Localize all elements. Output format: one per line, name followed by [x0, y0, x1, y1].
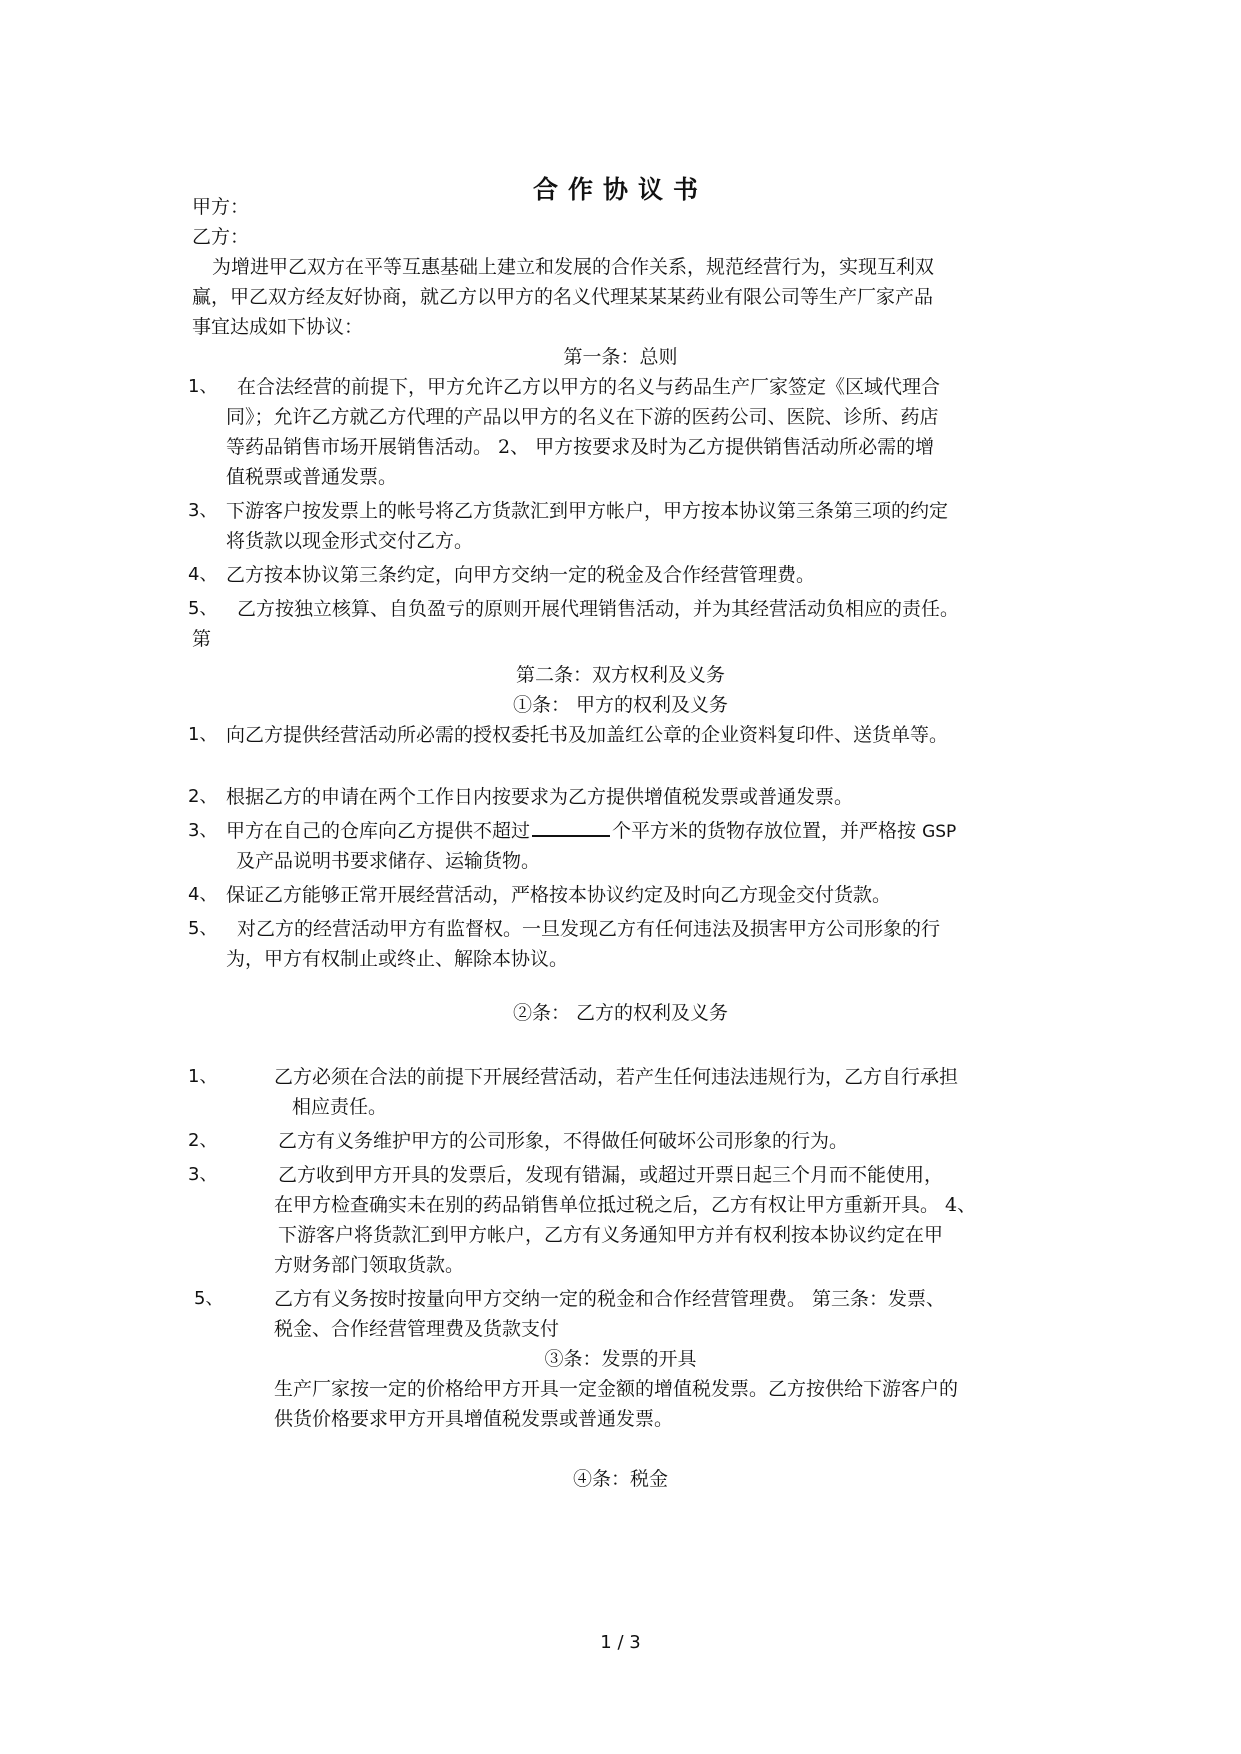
- gsp-text: GSP: [922, 822, 957, 842]
- item-number: 3、: [188, 1164, 218, 1185]
- item-number: 1、: [188, 376, 218, 397]
- intro-line: 事宜达成如下协议：: [192, 316, 364, 338]
- page-number: 1 / 3: [600, 1632, 641, 1653]
- item-number: 5、: [188, 918, 218, 939]
- article-heading: 第一条：总则: [563, 346, 678, 368]
- item-line: 乙方有义务维护甲方的公司形象，不得做任何破坏公司形象的行为。: [278, 1130, 849, 1152]
- item-line: 对乙方的经营活动甲方有监督权。一旦发现乙方有任何违法及损害甲方公司形象的行: [237, 918, 941, 940]
- item-line: 为，甲方有权制止或终止、解除本协议。: [226, 948, 569, 970]
- item-text: 个平方米的货物存放位置，并严格按: [612, 820, 917, 842]
- party-b-label: 乙方：: [192, 226, 250, 248]
- item-number: 5、: [188, 598, 218, 619]
- item-line: 相应责任。: [292, 1096, 388, 1118]
- item-line: 下游客户按发票上的帐号将乙方货款汇到甲方帐户，甲方按本协议第三条第三项的约定: [226, 500, 949, 522]
- item-number: 4、: [188, 564, 218, 585]
- item-line: 将货款以现金形式交付乙方。: [226, 530, 474, 552]
- fill-in-blank[interactable]: [532, 821, 610, 837]
- document-title: 合作协议书: [532, 175, 708, 204]
- item-line: 及产品说明书要求储存、运输货物。: [236, 850, 541, 872]
- item-number: 2、: [188, 1130, 218, 1151]
- item-line: 乙方有义务按时按量向甲方交纳一定的税金和合作经营管理费。 第三条：发票、: [274, 1288, 946, 1310]
- section-heading: ④条：税金: [572, 1468, 668, 1490]
- item-text: 甲方在自己的仓库向乙方提供不超过: [226, 820, 531, 842]
- section-heading: ③条：发票的开具: [544, 1348, 697, 1370]
- item-number: 5、: [194, 1288, 224, 1309]
- item-line: 在合法经营的前提下，甲方允许乙方以甲方的名义与药品生产厂家签定《区域代理合: [237, 376, 941, 398]
- item-line: 向乙方提供经营活动所必需的授权委托书及加盖红公章的企业资料复印件、送货单等。: [226, 724, 949, 746]
- item-line: 值税票或普通发票。: [226, 466, 398, 488]
- party-a-label: 甲方：: [192, 196, 250, 218]
- item-line: 税金、合作经营管理费及货款支付: [274, 1318, 560, 1340]
- section-heading: ②条： 乙方的权利及义务: [512, 1002, 729, 1024]
- item-line: [226, 820, 956, 843]
- item-number: 2、: [188, 786, 218, 807]
- item-line: 乙方收到甲方开具的发票后，发现有错漏，或超过开票日起三个月而不能使用，: [278, 1164, 944, 1186]
- intro-line: 为增进甲乙双方在平等互惠基础上建立和发展的合作关系，规范经营行为，实现互利双: [212, 256, 935, 278]
- item-line: 保证乙方能够正常开展经营活动，严格按本协议约定及时向乙方现金交付货款。: [226, 884, 892, 906]
- intro-line: 赢，甲乙双方经友好协商，就乙方以甲方的名义代理某某某药业有限公司等生产厂家产品: [192, 286, 934, 308]
- item-line: 等药品销售市场开展销售活动。 2、 甲方按要求及时为乙方提供销售活动所必需的增: [226, 436, 935, 458]
- item-number: 3、: [188, 820, 218, 841]
- item-line: 乙方必须在合法的前提下开展经营活动，若产生任何违法违规行为，乙方自行承担: [274, 1066, 959, 1088]
- item-number: 1、: [188, 1066, 218, 1087]
- item-line: 乙方按本协议第三条约定，向甲方交纳一定的税金及合作经营管理费。: [226, 564, 816, 586]
- item-line: 下游客户将货款汇到甲方帐户，乙方有义务通知甲方并有权利按本协议约定在甲: [278, 1224, 944, 1246]
- item-number: 4、: [188, 884, 218, 905]
- item-line: 同》；允许乙方就乙方代理的产品以甲方的名义在下游的医药公司、医院、诊所、药店: [226, 406, 939, 428]
- item-line: 乙方按独立核算、自负盈亏的原则开展代理销售活动，并为其经营活动负相应的责任。: [237, 598, 960, 620]
- article-heading: 第二条：双方权利及义务: [515, 664, 725, 686]
- trailing-text: 第: [192, 628, 212, 650]
- item-line: 方财务部门领取货款。: [274, 1254, 465, 1276]
- paragraph-line: 供货价格要求甲方开具增值税发票或普通发票。: [274, 1408, 674, 1430]
- item-line: 在甲方检查确实未在别的药品销售单位抵过税之后，乙方有权让甲方重新开具。 4、: [274, 1194, 977, 1216]
- paragraph-line: 生产厂家按一定的价格给甲方开具一定金额的增值税发票。乙方按供给下游客户的: [274, 1378, 959, 1400]
- item-line: 根据乙方的申请在两个工作日内按要求为乙方提供增值税发票或普通发票。: [226, 786, 854, 808]
- item-number: 1、: [188, 724, 218, 745]
- section-heading: ①条： 甲方的权利及义务: [512, 694, 729, 716]
- item-number: 3、: [188, 500, 218, 521]
